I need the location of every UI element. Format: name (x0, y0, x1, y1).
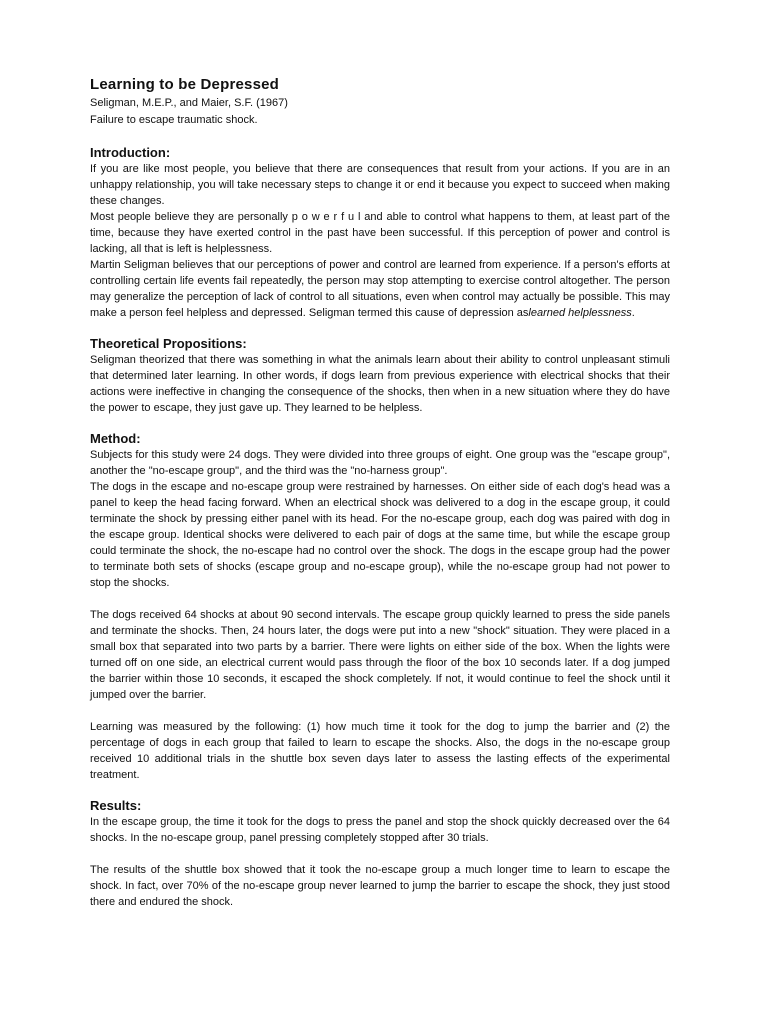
method-section (90, 430, 670, 783)
results-paragraph-2: The results of the shuttle box showed that it took the no-escape group a much longer time to learn to escape the shock. In fact, over 70% of the no-escape group never learned to jump the barrier to escape the shock, they just stood there and endured the shock. (90, 864, 670, 908)
theoretical-paragraph-1: Seligman theorized that there was something in what the animals learn about their ability to control unpleasant stimuli that determined later learning. In other words, if dogs learn from previous experience with electrical shocks that their actions were ineffective in changing the consequence of the shocks, then when in a new situation where they do have the power to escape, they just gave up. They learned to be helpless. (90, 354, 670, 414)
method-heading: Method: (90, 431, 141, 446)
document-title: Learning to be Depressed (90, 76, 280, 93)
introduction-heading: Introduction: (90, 145, 171, 160)
document-subtitle: Failure to escape traumatic shock. (90, 114, 258, 126)
results-heading: Results: (90, 798, 142, 813)
method-paragraph-3: The dogs received 64 shocks at about 90 second intervals. The escape group quickly learned to press the side panels and terminate the shocks. Then, 24 hours later, the dogs were put into a new "shock" situation. They were placed in a small box that separated into two parts by a barrier. There were lights on either side of the box. When the lights were turned off on one side, an electrical current would pass through the floor of the box 10 seconds later. If a dog jumped the barrier within those 10 seconds, it escaped the shock completely. If not, it would continue to feel the shock until it jumped over the barrier. (90, 609, 670, 701)
introduction-paragraph-3-text: Martin Seligman believes that our perceptions of power and control are learned from experience. If a person's efforts at controlling certain life events fail repeatedly, the person may stop attempting to exercise control altogether. The person may generalize the perception of lack of control to all situations, even when control may actually be possible. This may make a person feel helpless and depressed. Seligman termed this cause of depression as (90, 259, 670, 319)
introduction-paragraph-3-end: . (631, 307, 635, 319)
method-paragraph-4: Learning was measured by the following: (1) how much time it took for the dog to jump the barrier and (2) the percentage of dogs in each group that failed to learn to escape the shocks. Also, the dogs in the no-escape group received 10 additional trials in the shuttle box seven days later to assess the lasting effects of the experimental treatment. (90, 721, 670, 781)
introduction-paragraph-2: Most people believe they are personally p o w e r f u l and able to control what happens to them, at least part of the time, because they have exerted control in the past have been successful. If this perception of power and control is lacking, all that is left is helplessness. (90, 211, 670, 255)
introduction-paragraph-1: If you are like most people, you believe that there are consequences that result from your actions. If you are in an unhappy relationship, you will take necessary steps to change it or end it because you expect to succeed when making these changes. (90, 163, 670, 207)
theoretical-heading: Theoretical Propositions: (90, 336, 247, 351)
introduction-paragraph-3 (90, 257, 670, 321)
introduction-section (90, 144, 670, 321)
results-paragraph-1: In the escape group, the time it took for the dogs to press the panel and stop the shock quickly decreased over the 64 shocks. In the no-escape group, panel pressing completely stopped after 30 trials. (90, 816, 670, 844)
method-paragraph-2: The dogs in the escape and no-escape group were restrained by harnesses. On either side of each dog's head was a panel to keep the head facing forward. When an electrical shock was delivered to a dog in the escape group, it could terminate the shock by pressing either panel with its head. For the no-escape group, each dog was paired with dog in the escape group. Identical shocks were delivered to each pair of dogs at the same time, but while the escape group could terminate the shock, the no-escape had no control over the shock. The dogs in the escape group had the power to terminate both sets of shocks (escape group and no-escape group), while the no-escape group had not power to stop the shocks. (90, 481, 670, 589)
document-page (90, 76, 670, 910)
theoretical-section (90, 335, 670, 416)
citation: Seligman, M.E.P., and Maier, S.F. (1967) (90, 97, 288, 109)
learned-helplessness-term: learned helplessness (528, 307, 632, 319)
method-paragraph-1: Subjects for this study were 24 dogs. They were divided into three groups of eight. One group was the "escape group", another the "no-escape group", and the third was the "no-harness group". (90, 449, 670, 477)
results-section (90, 797, 670, 910)
